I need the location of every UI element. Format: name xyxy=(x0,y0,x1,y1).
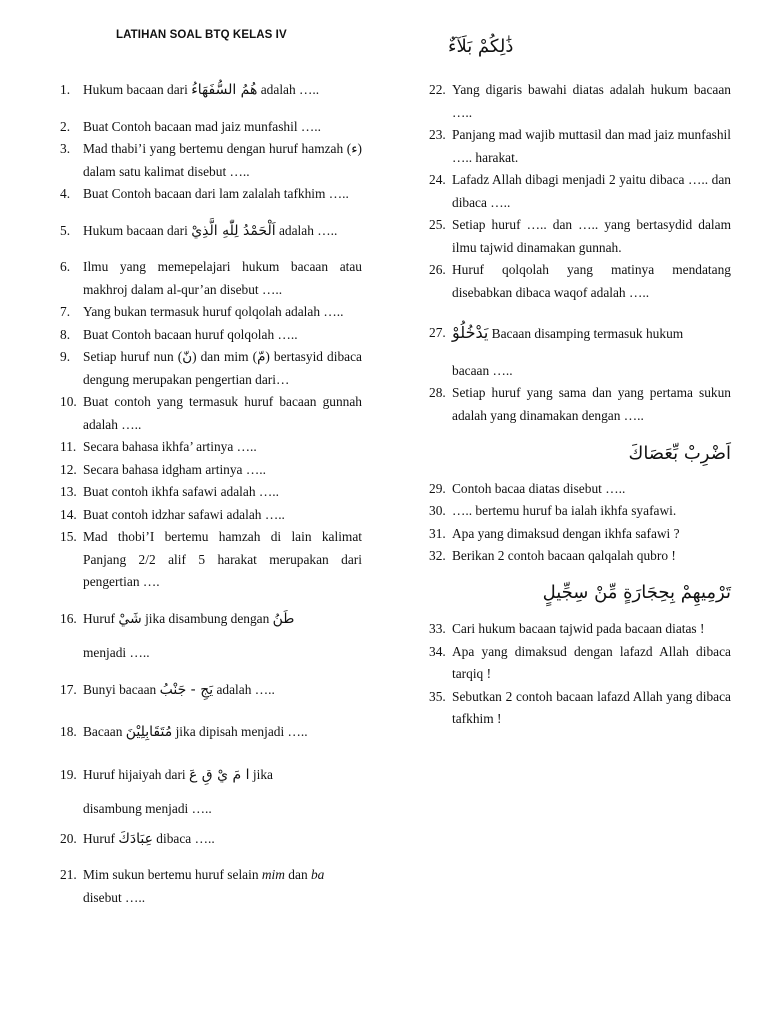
arabic-phrase: ا مَ يْ قِ عَ xyxy=(188,766,250,783)
arabic-phrase: مُتَقَابِلِيْنَ xyxy=(125,724,173,740)
question-text: Hukum bacaan dari xyxy=(83,82,192,97)
question-number: 17. xyxy=(60,681,77,697)
question-text: dibaca ….. xyxy=(152,830,215,846)
question-7 xyxy=(60,301,362,324)
question-text: Mim sukun bertemu huruf selain xyxy=(83,867,262,882)
question-text: Berikan 2 contoh bacaan qalqalah qubro ! xyxy=(452,548,676,563)
question-34 xyxy=(429,641,731,686)
question-17 xyxy=(60,679,362,702)
question-number: 6. xyxy=(60,259,71,274)
question-number: 7. xyxy=(60,304,71,319)
question-text: jika dipisah menjadi ….. xyxy=(172,724,308,739)
question-28 xyxy=(429,382,731,427)
arabic-phrase: اَلْحَمْدُ لِلّٰهِ الَّذِيْ xyxy=(191,222,276,239)
question-number: 26. xyxy=(429,262,446,277)
question-number: 20. xyxy=(60,830,77,846)
question-29 xyxy=(429,478,731,501)
arabic-verse-example: اَضْرِبْ بِّعَصَاكَ xyxy=(628,443,731,464)
question-number: 22. xyxy=(429,82,446,97)
arabic-phrase: طَنُ xyxy=(272,610,295,627)
question-continuation: bacaan ….. xyxy=(452,362,513,378)
question-text-italic: mim xyxy=(261,867,285,882)
question-text: Lafadz Allah dibagi menjadi 2 yaitu dibaca ….. dan dibaca ….. xyxy=(452,172,731,210)
question-33 xyxy=(429,618,731,641)
question-18 xyxy=(60,721,362,744)
question-number: 15. xyxy=(60,529,77,544)
page-title: LATIHAN SOAL BTQ KELAS IV xyxy=(116,29,287,41)
question-4 xyxy=(60,183,362,206)
question-number: 13. xyxy=(60,484,77,499)
question-text: Buat contoh ikhfa safawi adalah ….. xyxy=(83,484,279,499)
question-text: Apa yang dimaksud dengan ikhfa safawi ? xyxy=(452,525,680,541)
question-text: adalah ….. xyxy=(257,82,320,97)
arabic-phrase: يَجِ - جَنْبُ xyxy=(159,681,214,698)
arabic-phrase: يَدْخُلُوْ xyxy=(452,323,489,342)
question-continuation: disambung menjadi ….. xyxy=(83,801,212,816)
question-text: Huruf xyxy=(83,830,119,846)
question-14 xyxy=(60,504,362,527)
question-number: 10. xyxy=(60,394,77,409)
question-19 xyxy=(60,764,362,821)
question-text: Sebutkan 2 contoh bacaan lafazd Allah yang dibaca tafkhim ! xyxy=(452,688,731,726)
questions-right-column xyxy=(429,79,731,731)
question-number: 12. xyxy=(60,461,77,477)
question-32 xyxy=(429,545,731,568)
question-continuation: menjadi ….. xyxy=(83,645,150,660)
arabic-phrase: عِبَادَكَ xyxy=(118,830,153,847)
question-number: 33. xyxy=(429,621,446,636)
arabic-verse-top: ذَٰلِكُمْ بَلَآءٌ xyxy=(448,36,514,57)
question-text: ….. bertemu huruf ba ialah ikhfa syafawi. xyxy=(452,503,677,518)
question-2 xyxy=(60,116,362,139)
question-text: Bacaan disamping termasuk hukum xyxy=(488,326,684,341)
question-text: Buat Contoh bacaan mad jaiz munfashil ….. xyxy=(83,118,321,134)
question-13 xyxy=(60,481,362,504)
question-text: Contoh bacaa diatas disebut ….. xyxy=(452,480,626,496)
question-9 xyxy=(60,346,362,391)
question-number: 2. xyxy=(60,118,71,134)
question-8 xyxy=(60,324,362,347)
question-text: dan xyxy=(284,867,311,882)
question-number: 28. xyxy=(429,385,446,400)
question-text: Apa yang dimaksud dengan lafazd Allah dibaca tarqiq ! xyxy=(452,643,731,681)
questions-left-column xyxy=(60,79,362,909)
question-number: 19. xyxy=(60,766,77,782)
question-15 xyxy=(60,526,362,594)
question-5 xyxy=(60,220,362,243)
question-number: 30. xyxy=(429,503,446,518)
question-text: jika xyxy=(249,766,273,782)
question-number: 29. xyxy=(429,480,446,496)
question-text: Huruf qolqolah yang matinya mendatang disebabkan dibaca waqof adalah ….. xyxy=(452,262,731,300)
question-22 xyxy=(429,79,731,124)
question-number: 34. xyxy=(429,643,446,659)
question-12 xyxy=(60,459,362,482)
question-30 xyxy=(429,500,731,523)
question-text: Buat contoh idzhar safawi adalah ….. xyxy=(83,506,285,522)
question-text: adalah ….. xyxy=(275,222,338,238)
question-number: 24. xyxy=(429,172,446,187)
question-text: Setiap huruf yang sama dan yang pertama sukun adalah yang dinamakan dengan ….. xyxy=(452,385,731,423)
question-35 xyxy=(429,686,731,731)
question-21 xyxy=(60,864,362,909)
question-number: 35. xyxy=(429,688,446,704)
question-23 xyxy=(429,124,731,169)
question-number: 14. xyxy=(60,506,77,522)
question-24 xyxy=(429,169,731,214)
question-number: 11. xyxy=(60,439,77,454)
question-text: Buat contoh yang termasuk huruf bacaan gunnah adalah ….. xyxy=(83,394,362,432)
arabic-verse-example: تَرْمِيهِمْ بِحِجَارَةٍ مِّنْ سِجِّيلٍ xyxy=(542,581,731,603)
question-6 xyxy=(60,256,362,301)
question-number: 18. xyxy=(60,724,77,739)
question-27 xyxy=(429,322,731,382)
question-text: Setiap huruf ….. dan ….. yang bertasydid dalam ilmu tajwid dinamakan gunnah. xyxy=(452,217,731,255)
question-text: Yang bukan termasuk huruf qolqolah adalah ….. xyxy=(83,304,344,319)
question-text: Secara bahasa ikhfa’ artinya ….. xyxy=(83,439,257,454)
question-26 xyxy=(429,259,731,304)
question-text: Huruf hijaiyah dari xyxy=(83,766,189,782)
question-text-italic: ba xyxy=(310,867,325,882)
question-text: Mad thabi’i yang bertemu dengan huruf hamzah (ء) dalam satu kalimat disebut ….. xyxy=(83,141,362,179)
question-number: 31. xyxy=(429,525,446,541)
question-16 xyxy=(60,608,362,665)
question-number: 16. xyxy=(60,610,77,626)
question-text: Ilmu yang memepelajari hukum bacaan atau makhroj dalam al-qur’an disebut ….. xyxy=(83,259,362,297)
question-1 xyxy=(60,79,362,102)
question-number: 23. xyxy=(429,127,446,142)
question-continuation: disebut ….. xyxy=(83,889,146,905)
question-number: 5. xyxy=(60,222,71,238)
question-text: Secara bahasa idgham artinya ….. xyxy=(83,461,266,477)
question-text: Panjang mad wajib muttasil dan mad jaiz munfashil ….. harakat. xyxy=(452,127,731,165)
question-text: Buat Contoh bacaan huruf qolqolah ….. xyxy=(83,326,298,342)
arabic-phrase: شَيْ xyxy=(118,610,142,627)
question-text: Setiap huruf nun (نّ) dan mim (مّ) bertasyid dibaca dengung merupakan pengertian dari… xyxy=(83,349,362,387)
question-number: 25. xyxy=(429,217,446,232)
question-10 xyxy=(60,391,362,436)
question-25 xyxy=(429,214,731,259)
question-text: adalah ….. xyxy=(213,681,275,697)
question-text: Buat Contoh bacaan dari lam zalalah tafkhim ….. xyxy=(83,186,349,201)
question-text: jika disambung dengan xyxy=(141,610,273,626)
question-number: 27. xyxy=(429,325,446,340)
question-number: 9. xyxy=(60,349,71,364)
question-text: Hukum bacaan dari xyxy=(83,222,192,238)
question-11 xyxy=(60,436,362,459)
question-text: Huruf xyxy=(83,610,119,626)
question-20 xyxy=(60,828,362,851)
question-3 xyxy=(60,138,362,183)
question-number: 21. xyxy=(60,867,77,882)
question-text: Mad thobi’I bertemu hamzah di lain kalimat Panjang 2/2 alif 5 harakat merupakan dari pengertian …. xyxy=(83,529,362,589)
question-text: Cari hukum bacaan tajwid pada bacaan diatas ! xyxy=(452,621,705,636)
question-number: 3. xyxy=(60,141,71,156)
question-number: 8. xyxy=(60,326,71,342)
question-text: Yang digaris bawahi diatas adalah hukum bacaan ….. xyxy=(452,82,731,120)
question-number: 4. xyxy=(60,186,71,201)
arabic-phrase: هُمُ السُّفَهَاءُ xyxy=(191,82,258,98)
question-number: 32. xyxy=(429,548,446,563)
question-number: 1. xyxy=(60,82,71,97)
question-text: Bunyi bacaan xyxy=(83,681,160,697)
question-text: Bacaan xyxy=(83,724,126,739)
question-31 xyxy=(429,523,731,546)
